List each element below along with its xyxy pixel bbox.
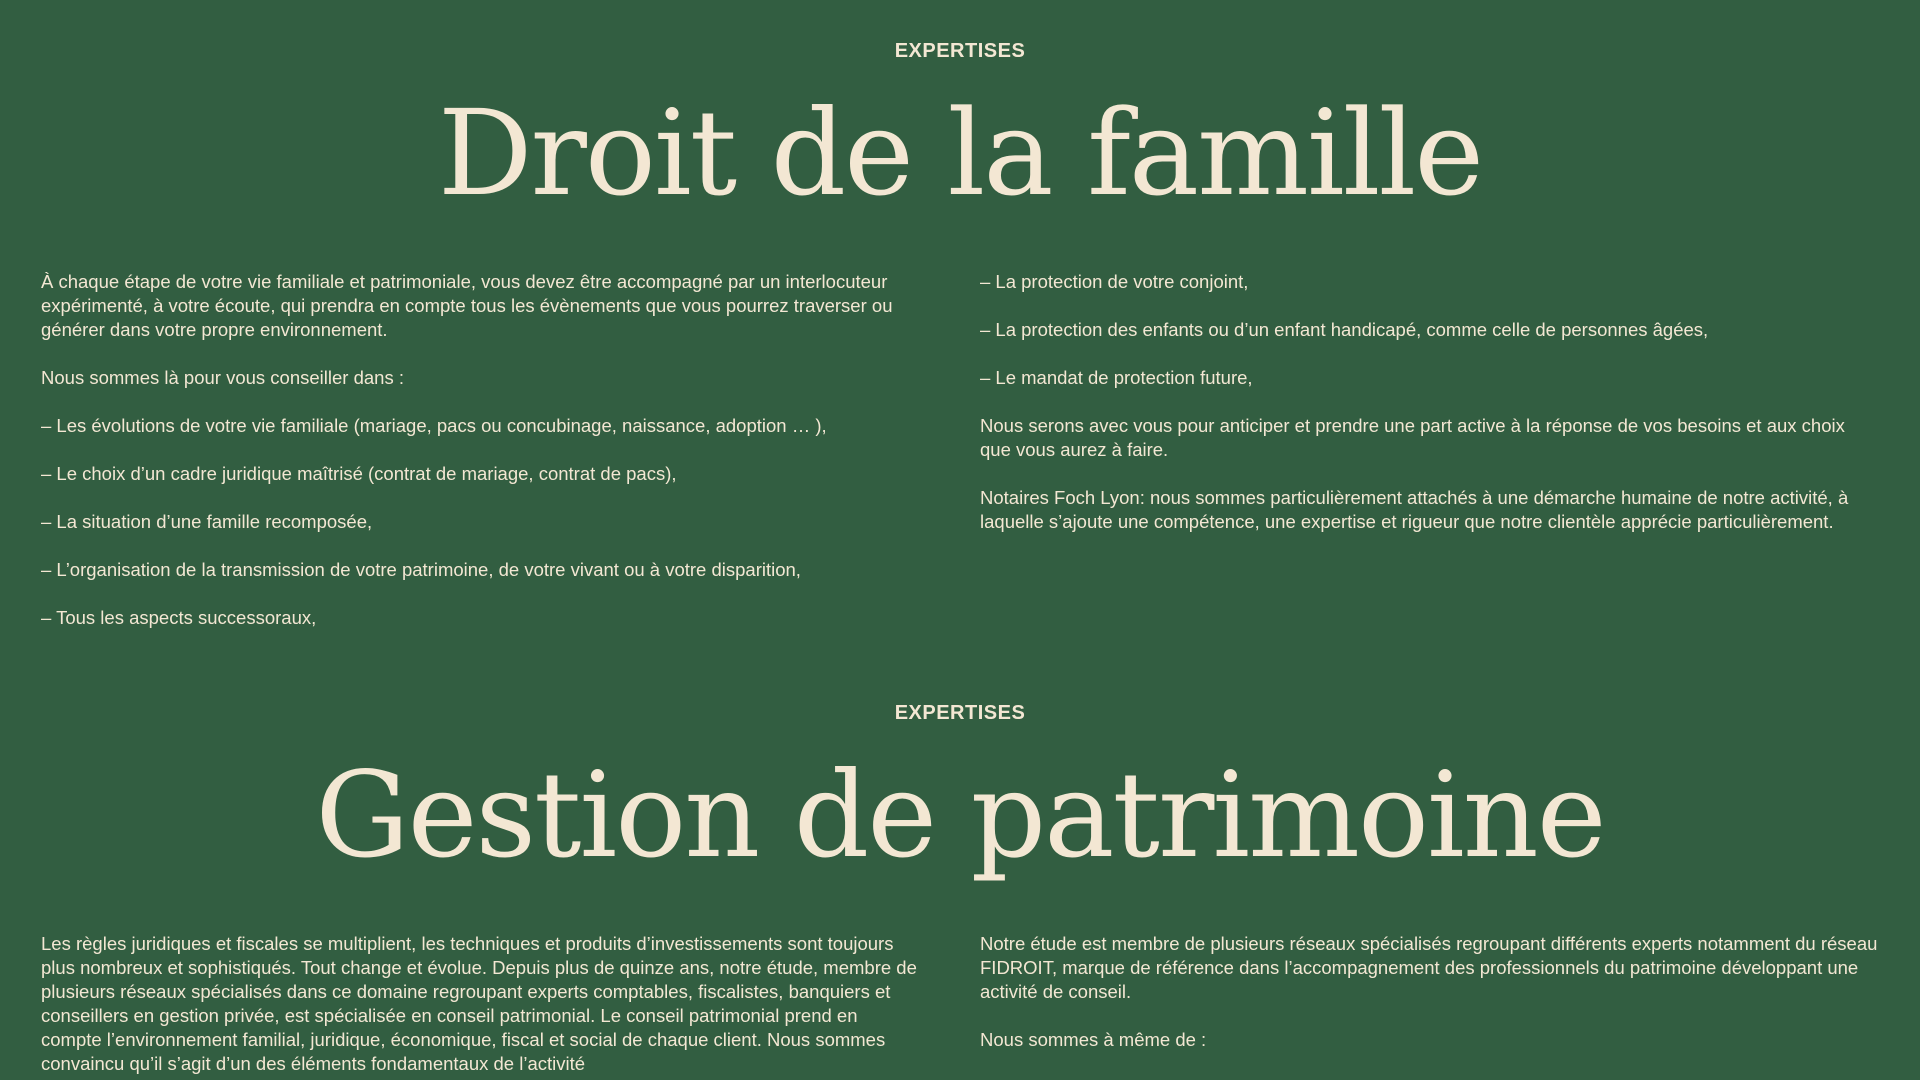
list-item: – Les évolutions de votre vie familiale (mariage, pacs ou concubinage, naissance, adoption … ),	[41, 415, 827, 436]
advice-lead: Nous sommes là pour vous conseiller dans :	[41, 367, 404, 388]
section-title: Gestion de patrimoine	[315, 746, 1605, 884]
list-item: – La protection des enfants ou d’un enfant handicapé, comme celle de personnes âgées,	[980, 319, 1709, 340]
left-column	[41, 270, 921, 654]
right-column	[980, 270, 1880, 558]
right-column	[980, 932, 1880, 1076]
list-item: – Le mandat de protection future,	[980, 367, 1253, 388]
section-eyebrow: EXPERTISES	[894, 40, 1026, 62]
capabilities-lead: Nous sommes à même de :	[980, 1029, 1207, 1050]
section-eyebrow: EXPERTISES	[894, 702, 1026, 724]
list-item: – La protection de votre conjoint,	[980, 271, 1249, 292]
list-item: – La situation d’une famille recomposée,	[41, 511, 373, 532]
intro-paragraph: À chaque étape de votre vie familiale et patrimoniale, vous devez être accompagné par un interlocuteur expérimenté, à votre écoute, qui prendra en compte tous les évènements que vous pourrez traverser ou générer dans votre propre environnement.	[41, 271, 893, 340]
network-paragraph: Notre étude est membre de plusieurs réseaux spécialisés regroupant différents experts notamment du réseau FIDROIT, marque de référence dans l’accompagnement des professionnels du patrimoine développant une activité de conseil.	[980, 933, 1878, 1002]
left-column	[41, 932, 921, 1080]
closing-paragraph: Nous serons avec vous pour anticiper et prendre une part active à la réponse de vos besoins et aux choix que vous aurez à faire.	[980, 415, 1845, 460]
section-title: Droit de la famille	[437, 84, 1483, 222]
list-item: – Tous les aspects successoraux,	[41, 607, 317, 628]
list-item: – L’organisation de la transmission de votre patrimoine, de votre vivant ou à votre disparition,	[41, 559, 801, 580]
intro-paragraph: Les règles juridiques et fiscales se multiplient, les techniques et produits d’investissements sont toujours plus nombreux et sophistiqués. Tout change et évolue. Depuis plus de quinze ans, notre étude, membre de plusieurs réseaux spécialisés dans ce domaine regroupant experts comptables, fiscalistes, banquiers et conseillers en gestion privée, est spécialisée en conseil patrimonial. Le conseil patrimonial prend en compte l’environnement familial, juridique, économique, fiscal et social de chaque client. Nous sommes convaincu qu’il s’agit d’un des éléments fondamentaux de l’activité	[41, 933, 917, 1074]
list-item: – Le choix d’un cadre juridique maîtrisé (contrat de mariage, contrat de pacs),	[41, 463, 677, 484]
closing-paragraph: Notaires Foch Lyon: nous sommes particulièrement attachés à une démarche humaine de notre activité, à laquelle s’ajoute une compétence, une expertise et rigueur que notre clientèle apprécie particulièrement.	[980, 487, 1849, 532]
